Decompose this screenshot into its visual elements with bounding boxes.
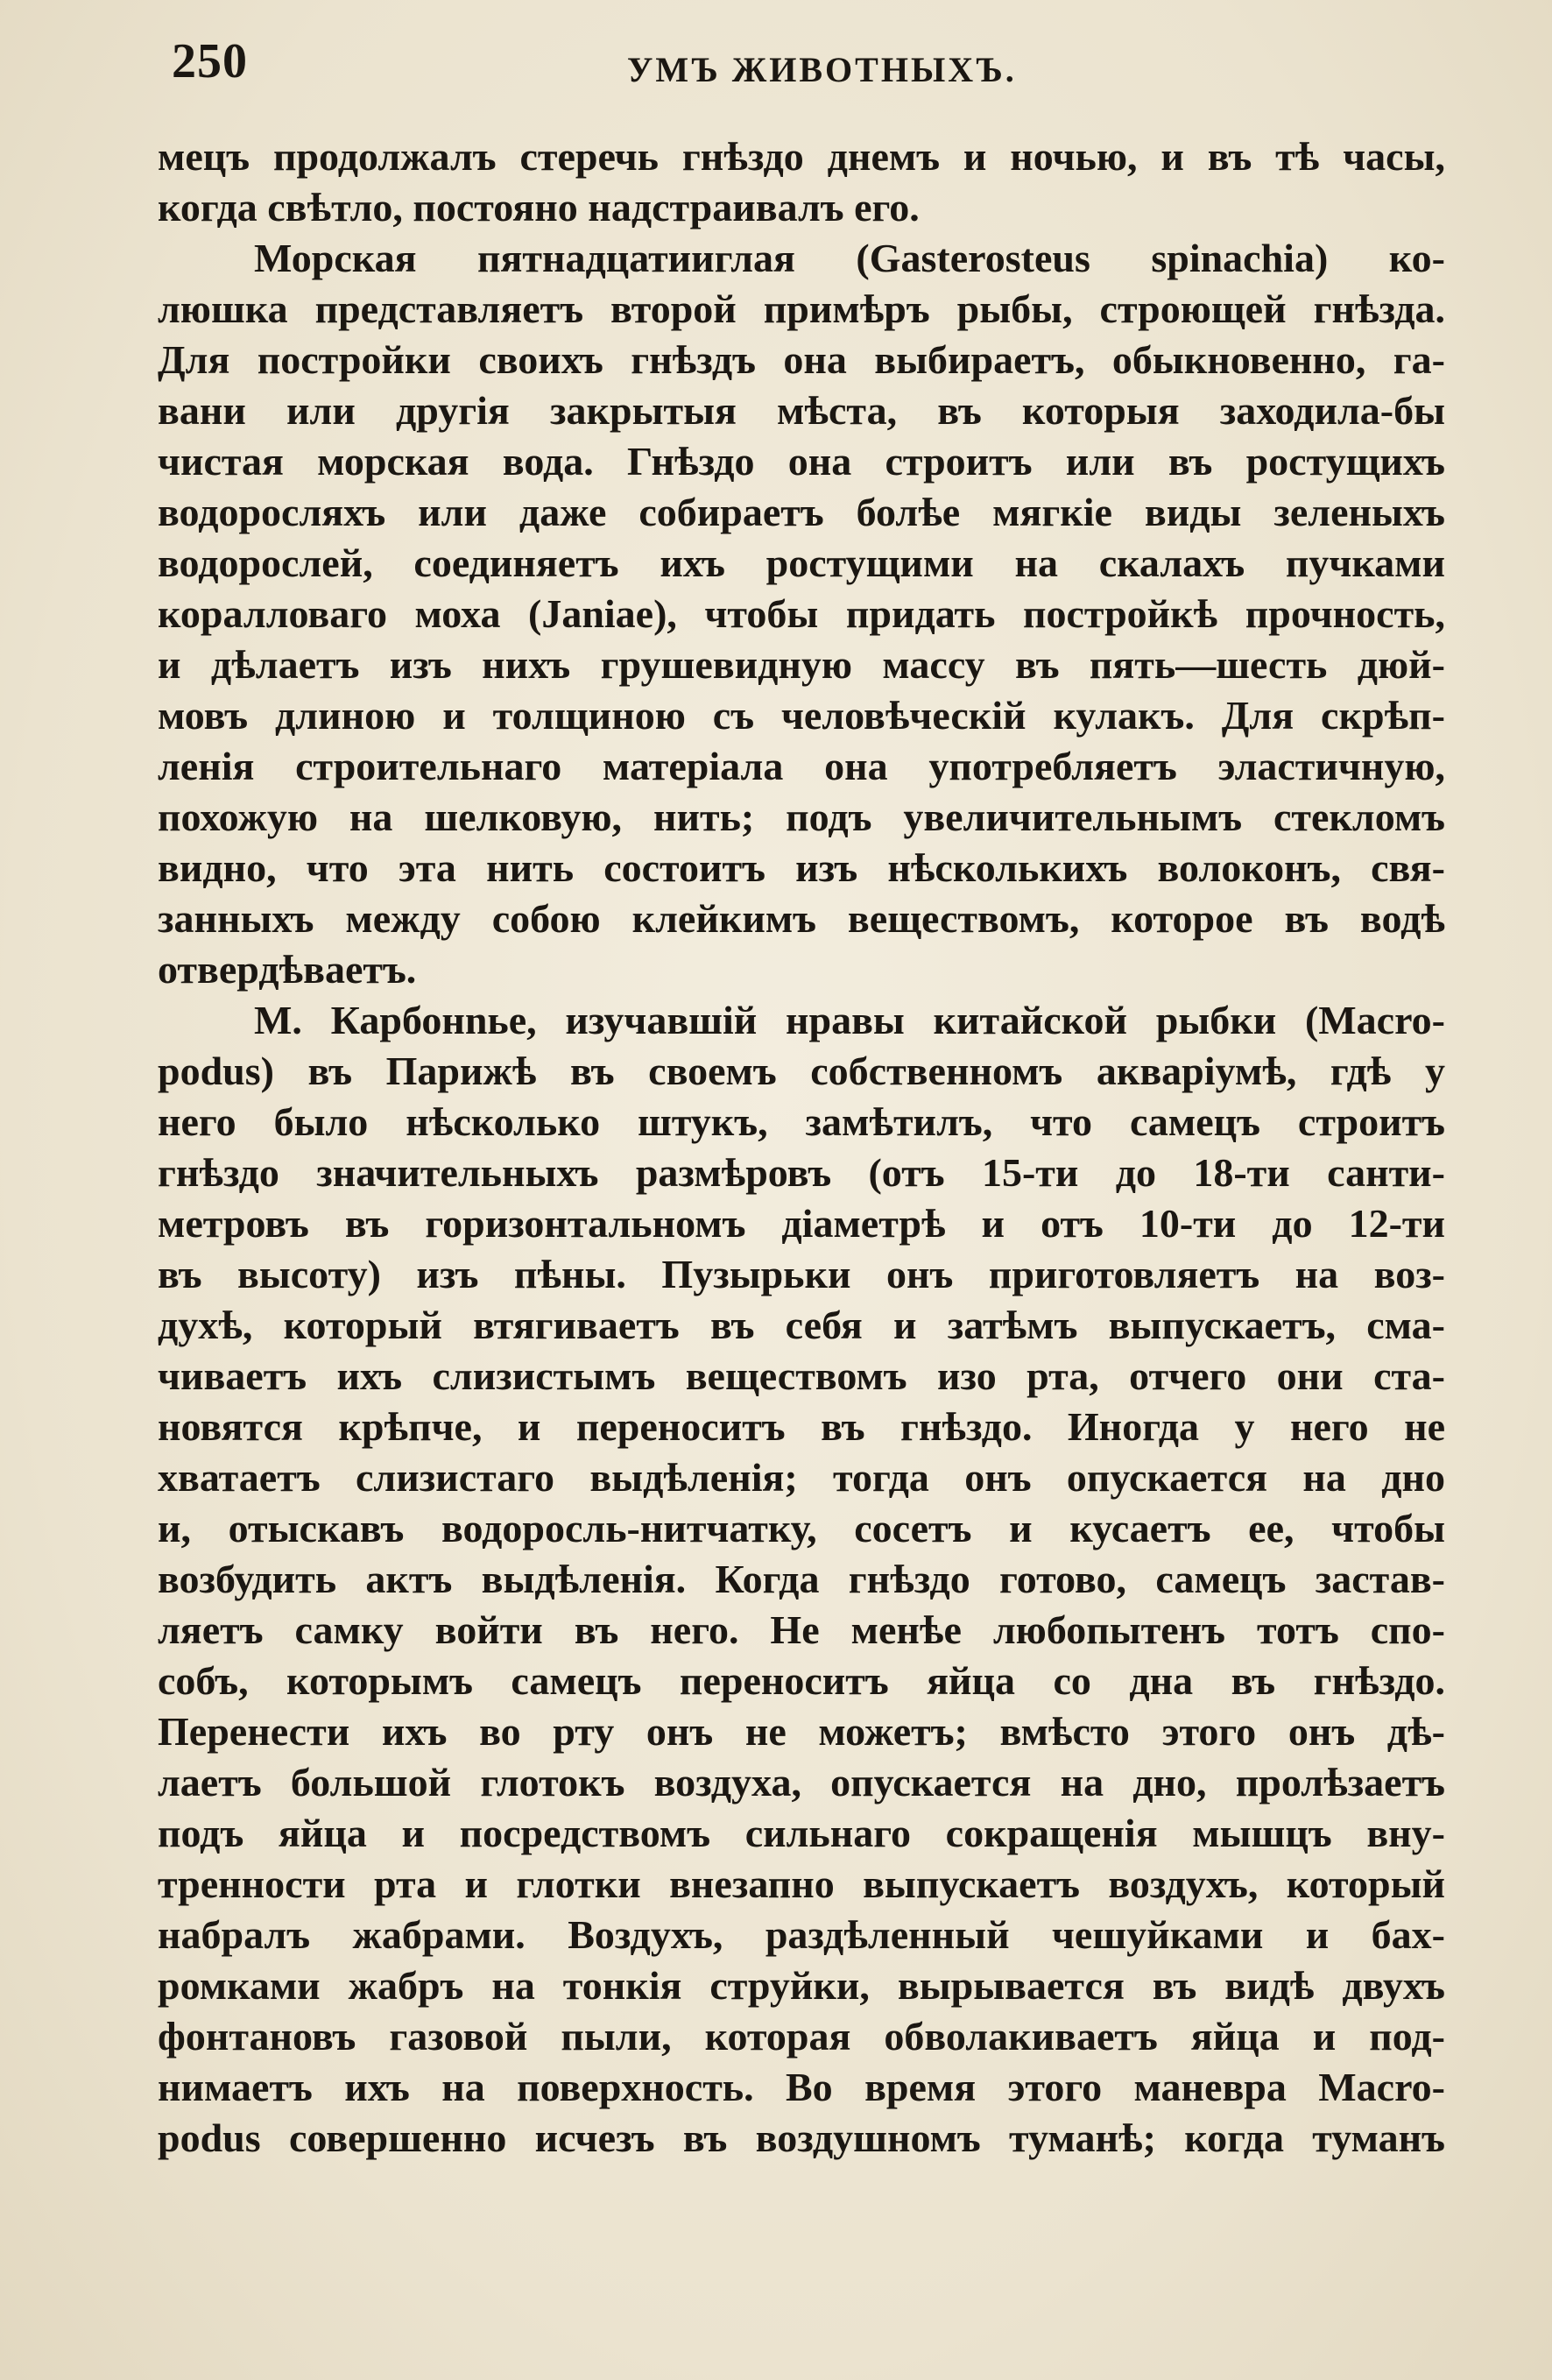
text-line: набралъ жабрами. Воздухъ, раздѣленный чешуйками и бах- — [158, 1912, 1445, 1957]
text-line: собъ, которымъ самецъ переноситъ яйца со дна въ гнѣздо. — [158, 1658, 1445, 1703]
text-line: видно, что эта нить состоитъ изъ нѣсколькихъ волоконъ, свя- — [158, 845, 1445, 890]
text-line: ляетъ самку войти въ него. Не менѣе любопытенъ тотъ спо- — [158, 1607, 1445, 1652]
paragraph — [158, 131, 1445, 233]
text-line: ромками жабръ на тонкія струйки, вырывается въ видѣ двухъ — [158, 1963, 1445, 2008]
paragraph — [158, 995, 1445, 2164]
text-line: мовъ длиною и толщиною съ человѣческій кулакъ. Для скрѣп- — [158, 693, 1445, 738]
text-line: чистая морская вода. Гнѣздо она строитъ или въ ростущихъ — [158, 439, 1445, 484]
text-line: тренности рта и глотки внезапно выпускаетъ воздухъ, который — [158, 1861, 1445, 1906]
text-line: хватаетъ слизистаго выдѣленія; тогда онъ опускается на дно — [158, 1455, 1445, 1500]
text-line: Морская пятнадцатииглая (Gasterosteus spinachia) ко- — [254, 236, 1445, 280]
text-line: водоросляхъ или даже собираетъ болѣе мягкіе виды зеленыхъ — [158, 490, 1445, 534]
text-line: М. Карбонnье, изучавшій нравы китайской рыбки (Macro- — [254, 998, 1445, 1042]
body-text — [158, 131, 1445, 2164]
text-line: когда свѣтло, постояно надстраивалъ его. — [158, 185, 920, 230]
text-line: и дѣлаетъ изъ нихъ грушевидную массу въ пять—шесть дюй- — [158, 642, 1445, 687]
text-line: podus) въ Парижѣ въ своемъ собственномъ акваріумѣ, гдѣ у — [158, 1049, 1445, 1093]
text-line: люшка представляетъ второй примѣръ рыбы, строющей гнѣзда. — [158, 286, 1445, 331]
text-line: водорослей, соединяетъ ихъ ростущими на скалахъ пучками — [158, 540, 1445, 585]
text-line: подъ яйца и посредствомъ сильнаго сокращенія мышцъ вну- — [158, 1811, 1445, 1855]
page-number: 250 — [172, 34, 248, 88]
text-line: духѣ, который втягиваетъ въ себя и затѣмъ выпускаетъ, сма- — [158, 1303, 1445, 1347]
text-line: мецъ продолжалъ стеречь гнѣздо днемъ и ночью, и въ тѣ часы, — [158, 134, 1445, 179]
text-line: чиваетъ ихъ слизистымъ веществомъ изо рта, отчего они ста- — [158, 1353, 1445, 1398]
text-line: него было нѣсколько штукъ, замѣтилъ, что самецъ строитъ — [158, 1099, 1445, 1144]
text-line: метровъ въ горизонтальномъ діаметрѣ и отъ 10-ти до 12-ти — [158, 1201, 1445, 1246]
text-line: Для постройки своихъ гнѣздъ она выбираетъ, обыкновенно, га- — [158, 337, 1445, 382]
text-line: коралловаго моха (Janiae), чтобы придать постройкѣ прочность, — [158, 591, 1445, 636]
text-line: въ высоту) изъ пѣны. Пузырьки онъ приготовляетъ на воз- — [158, 1252, 1445, 1296]
text-line: нимаетъ ихъ на поверхность. Во время этого маневра Macro- — [158, 2065, 1445, 2109]
running-head: УМЪ ЖИВОТНЫХЪ. — [627, 50, 1017, 89]
text-line: новятся крѣпче, и переноситъ въ гнѣздо. Иногда у него не — [158, 1404, 1445, 1449]
text-line: похожую на шелковую, нить; подъ увеличительнымъ стекломъ — [158, 795, 1445, 839]
text-line: Перенести ихъ во рту онъ не можетъ; вмѣсто этого онъ дѣ- — [158, 1709, 1445, 1754]
text-line: вани или другія закрытыя мѣста, въ которыя заходила-бы — [158, 388, 1445, 433]
text-line: фонтановъ газовой пыли, которая обволакиваетъ яйца и под- — [158, 2014, 1445, 2059]
text-line: возбудить актъ выдѣленія. Когда гнѣздо готово, самецъ застав- — [158, 1557, 1445, 1601]
text-line: гнѣздо значительныхъ размѣровъ (отъ 15-ти до 18-ти санти- — [158, 1150, 1445, 1195]
text-line: podus совершенно исчезъ въ воздушномъ туманѣ; когда туманъ — [158, 2115, 1445, 2160]
text-line: и, отыскавъ водоросль-нитчатку, сосетъ и кусаетъ ее, чтобы — [158, 1506, 1445, 1550]
text-line: ленія строительнаго матеріала она употребляетъ эластичную, — [158, 744, 1445, 788]
paragraph — [158, 233, 1445, 995]
text-line: отвердѣваетъ. — [158, 947, 417, 992]
text-line: лаетъ большой глотокъ воздуха, опускается на дно, пролѣзаетъ — [158, 1760, 1445, 1804]
text-line: занныхъ между собою клейкимъ веществомъ, которое въ водѣ — [158, 896, 1445, 941]
page-header — [172, 33, 1450, 103]
